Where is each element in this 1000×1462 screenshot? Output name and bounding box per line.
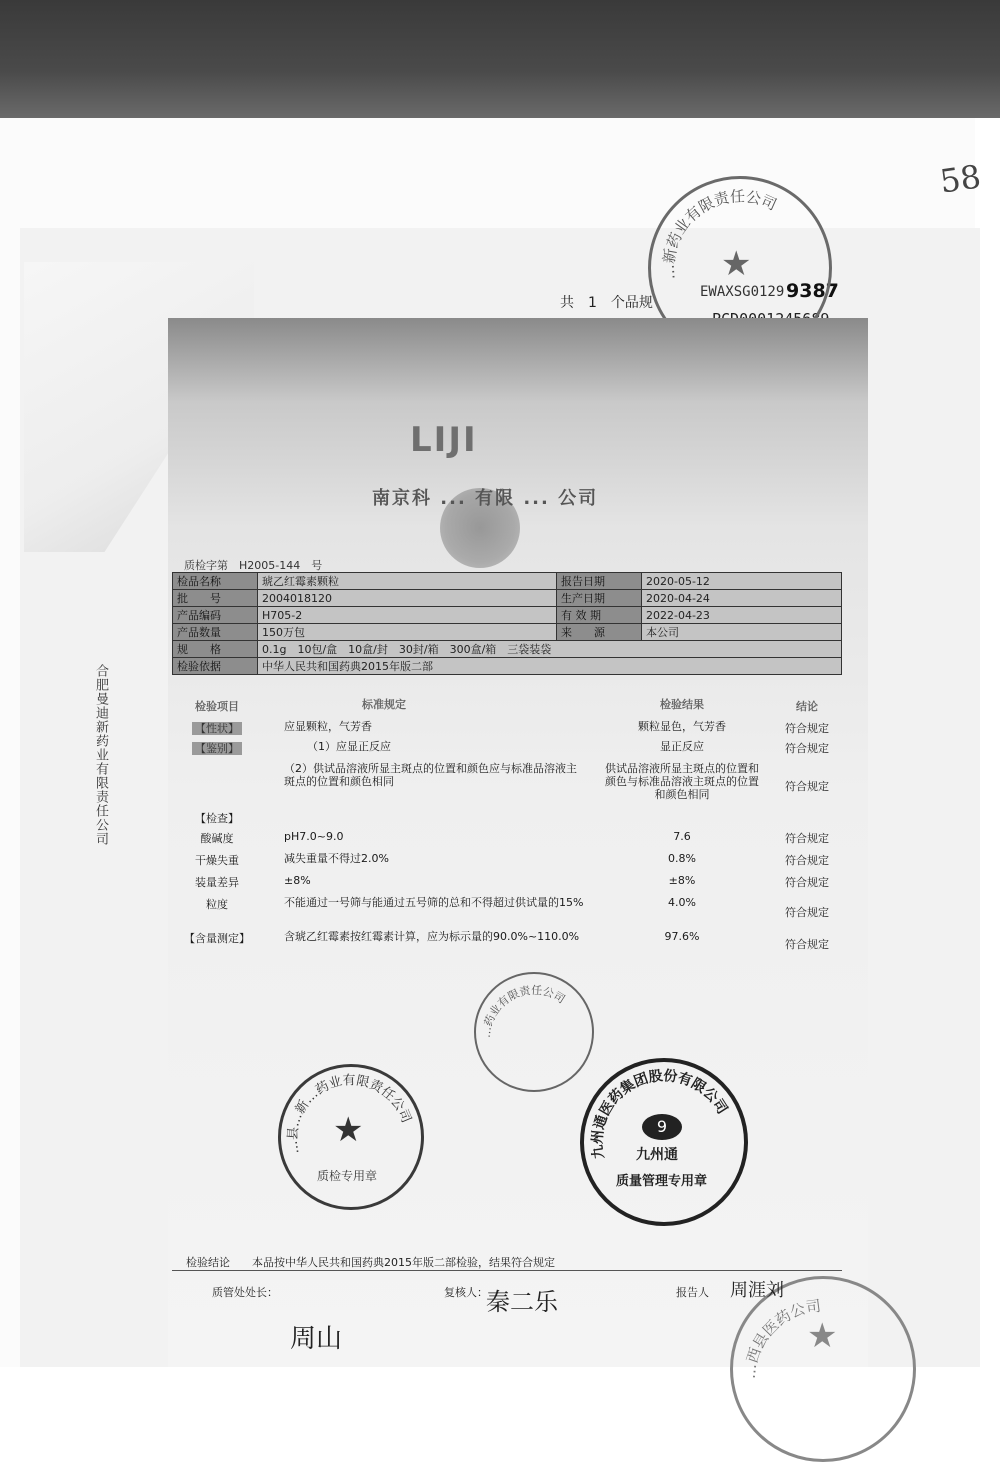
reviewer-signature: 秦二乐 (486, 1288, 558, 1316)
col-header: 检验项目 (195, 700, 239, 713)
info-label: 有 效 期 (557, 607, 642, 624)
info-row (173, 658, 842, 675)
stamp-right-bottom-text: 九州通医药集团股份有限公司 (589, 1068, 731, 1160)
info-label: 报告日期 (557, 573, 642, 590)
info-row (173, 607, 842, 624)
info-value: 2020-04-24 (642, 590, 842, 607)
info-label: 产品编码 (173, 607, 258, 624)
info-label: 检品名称 (173, 573, 258, 590)
row-standard: （1）应显正反应 (307, 740, 391, 753)
row-item: 【检查】 (195, 812, 239, 825)
reviewer-label: 复核人： (444, 1286, 488, 1299)
row-conclusion: 符合规定 (785, 876, 829, 889)
row-item: 装量差异 (195, 876, 239, 889)
conclusion-divider (172, 1270, 842, 1271)
col-header: 标准规定 (362, 698, 406, 711)
row-conclusion: 符合规定 (785, 742, 829, 755)
certificate-logo: LIJI (410, 420, 478, 460)
count-label: 共 1 个品规 (560, 295, 653, 311)
row-standard: ±8% (284, 874, 311, 887)
manager-label: 质管处处长： (212, 1286, 278, 1299)
stamp-brand-icon: 9 (642, 1114, 682, 1140)
row-result: 4.0% (668, 896, 696, 909)
certificate-company: 南京科 ... 有限 ... 公司 (372, 488, 599, 509)
info-value: 150万包 (258, 624, 557, 641)
scanner-top-band (0, 0, 1000, 118)
row-standard: 含琥乙红霉素按红霉素计算，应为标示量的90.0%~110.0% (284, 930, 580, 943)
svg-text:…新药业有限责任公司 (659, 187, 780, 284)
info-row (173, 573, 842, 590)
row-standard: （2）供试品溶液所显主斑点的位置和颜色应与标准品溶液主斑点的位置和颜色相同 (284, 762, 577, 788)
info-value: 2022-04-23 (642, 607, 842, 624)
info-table (172, 572, 842, 675)
row-result: 显正反应 (660, 740, 704, 753)
reporter-signature: 周涯刘 (730, 1280, 784, 1301)
tracking-code-big: 9387 (786, 280, 839, 302)
info-row (173, 590, 842, 607)
row-conclusion: 符合规定 (785, 722, 829, 735)
row-result: 0.8% (668, 852, 696, 865)
stamp-star-icon: ★ (807, 1316, 838, 1356)
row-result: 97.6% (664, 930, 700, 943)
row-item: 酸碱度 (200, 832, 234, 845)
stamp-corner-text: …西县医药公司 (740, 1296, 823, 1380)
row-item: 【含量测定】 (184, 932, 250, 945)
info-label: 批 号 (173, 590, 258, 607)
handwritten-page-number: 58 (937, 157, 984, 201)
row-conclusion: 符合规定 (785, 938, 829, 951)
stamp-left-bottom-inner: 质检专用章 (317, 1169, 378, 1183)
info-value: 2020-05-12 (642, 573, 842, 590)
conclusion-text: 检验结论 本品按中华人民共和国药典2015年版二部检验，结果符合规定 (186, 1256, 555, 1269)
info-value: 琥乙红霉素颗粒 (258, 573, 557, 590)
row-conclusion: 符合规定 (785, 832, 829, 845)
stamp-left-bottom-text: …县…新…药业有限责任公司 (285, 1073, 414, 1155)
stamp-star-icon: ★ (721, 244, 752, 284)
info-value: 中华人民共和国药典2015年版二部 (258, 658, 842, 675)
info-value: 0.1g 10包/盒 10盒/封 30封/箱 300盒/箱 三袋装袋 (258, 641, 842, 658)
info-label: 规 格 (173, 641, 258, 658)
row-result: 7.6 (673, 830, 691, 843)
svg-text:…药业有限责任公司 (480, 983, 567, 1039)
row-standard: pH7.0~9.0 (284, 830, 344, 843)
col-header: 结论 (796, 700, 818, 713)
info-label: 产品数量 (173, 624, 258, 641)
stamp-corner (730, 1276, 916, 1462)
col-header: 检验结果 (660, 698, 704, 711)
info-label: 生产日期 (557, 590, 642, 607)
stamp-middle-text: …药业有限责任公司 (479, 983, 568, 1039)
row-standard: 不能通过一号筛与能通过五号筛的总和不得超过供试量的15% (284, 896, 584, 909)
info-row (173, 624, 842, 641)
info-value: H705-2 (258, 607, 557, 624)
info-label: 检验依据 (173, 658, 258, 675)
row-item: 粒度 (206, 898, 228, 911)
info-label: 来 源 (557, 624, 642, 641)
row-conclusion: 符合规定 (785, 780, 829, 793)
row-item: 干燥失重 (195, 854, 239, 867)
stamp-right-bottom-brand: 九州通 (636, 1147, 678, 1163)
row-conclusion: 符合规定 (785, 854, 829, 867)
stamp-top-right-text: …新药业有限责任公司 (659, 187, 780, 281)
row-conclusion: 符合规定 (785, 906, 829, 919)
row-standard: 应显颗粒，气芳香 (284, 720, 372, 733)
row-item: 【鉴别】 (192, 742, 242, 755)
manager-signature: 周山 (290, 1324, 343, 1354)
row-result: 供试品溶液所显主斑点的位置和颜色与标准品溶液主斑点的位置和颜色相同 (605, 762, 759, 801)
report-number: 质检字第 H2005-144 号 (184, 559, 323, 572)
side-company-note: 合肥曼迪新药业有限责任公司 (93, 664, 108, 846)
row-item: 【性状】 (192, 722, 242, 735)
stamp-star-icon: ★ (333, 1110, 364, 1150)
stamp-right-bottom-inner: 质量管理专用章 (616, 1174, 708, 1189)
info-value: 本公司 (642, 624, 842, 641)
row-standard: 减失重量不得过2.0% (284, 852, 389, 865)
tracking-code-small: EWAXSG0129 (700, 284, 785, 300)
info-row (173, 641, 842, 658)
row-result: ±8% (668, 874, 696, 887)
stamp-right-bottom (580, 1058, 748, 1226)
stamp-left-bottom (278, 1064, 424, 1210)
row-result: 颗粒显色，气芳香 (638, 720, 726, 733)
reporter-label: 报告人 (676, 1286, 709, 1299)
stamp-middle (474, 972, 594, 1092)
info-value: 2004018120 (258, 590, 557, 607)
